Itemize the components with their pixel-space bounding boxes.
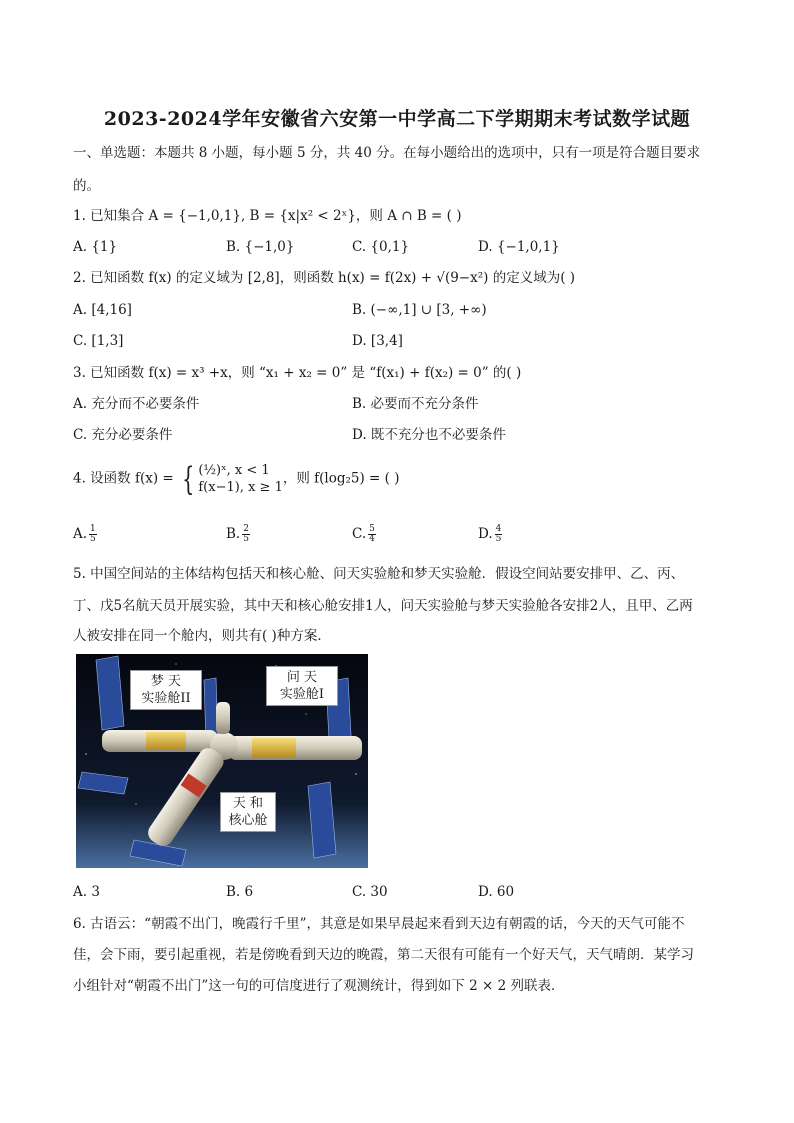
space-station-figure: [76, 654, 368, 868]
piecewise-cases: [198, 462, 282, 496]
question-2-stem: 2. 已知函数 f(x) 的定义域为 [2,8]，则函数 h(x) = f(2x) + √(9−x²) 的定义域为( ): [73, 270, 576, 286]
question-2-option-c: C. [1,3]: [73, 333, 124, 349]
mengtian-gold-band: [146, 732, 186, 750]
piecewise-case-2: f(x−1), x ≥ 1: [198, 480, 283, 495]
question-4-option-b: B. $\frac{2}{5}$: [226, 524, 249, 544]
fraction: $\frac{1}{5}$: [90, 524, 96, 544]
question-1-option-a: A. {1}: [73, 239, 118, 255]
question-4-option-d: D. $\frac{4}{5}$: [478, 524, 502, 544]
question-5-option-b: B. 6: [226, 884, 254, 900]
section-instructions-line1: 一、单选题：本题共 8 小题，每小题 5 分，共 40 分。在每小题给出的选项中，只有一项是符合题目要求: [73, 145, 701, 161]
question-1-option-c: C. {0,1}: [352, 239, 410, 255]
question-5-line2: 丁、戊5名航天员开展实验，其中天和核心舱安排1人，问天实验舱与梦天实验舱各安排2人，且甲、乙两: [73, 598, 693, 614]
question-5-option-d: D. 60: [478, 884, 515, 900]
question-4-prefix: 4. 设函数 f(x) =: [73, 470, 179, 487]
question-3-option-a: A. 充分而不必要条件: [73, 396, 200, 412]
question-2-option-b: B. (−∞,1] ∪ [3, +∞): [352, 302, 487, 318]
question-6-line2: 佳，会下雨，要引起重视，若是傍晚看到天边的晚霞，第二天很有可能有一个好天气，天气晴朗．某学习: [73, 947, 694, 963]
fraction: $\frac{2}{5}$: [243, 524, 249, 544]
top-docking-port: [216, 702, 230, 734]
question-6-line1: 6. 古语云：“朝霞不出门，晚霞行千里”，其意是如果早晨起来看到天边有朝霞的话，今天的天气可能不: [73, 916, 685, 932]
question-4-option-c: C. $\frac{5}{4}$: [352, 524, 375, 544]
question-6-line3: 小组针对“朝霞不出门”这一句的可信度进行了观测统计，得到如下 2 × 2 列联表．: [73, 978, 565, 994]
wentian-label: 问 天 实验舱I: [266, 666, 338, 706]
question-5-line3: 人被安排在同一个舱内，则共有( )种方案．: [73, 628, 331, 644]
question-4-suffix: ，则 f(log₂5) = ( ): [282, 470, 400, 487]
wentian-gold-band: [252, 738, 296, 758]
question-5-line1: 5. 中国空间站的主体结构包括天和核心舱、问天实验舱和梦天实验舱．假设空间站要安排甲、乙、丙、: [73, 566, 685, 582]
question-5-option-a: A. 3: [73, 884, 100, 900]
fraction: $\frac{5}{4}$: [369, 524, 375, 544]
question-2-option-a: A. [4,16]: [73, 302, 132, 318]
question-4-stem: [73, 462, 400, 496]
question-1-stem: 1. 已知集合 A = {−1,0,1}, B = {x|x² < 2ˣ}，则 A ∩ B = ( ): [73, 208, 462, 224]
tianhe-label: 天 和 核心舱: [220, 792, 276, 832]
fraction: $\frac{4}{5}$: [495, 524, 502, 544]
section-instructions-line2: 的。: [73, 178, 100, 194]
mengtian-label: 梦 天 实验舱II: [130, 670, 202, 710]
question-3-option-d: D. 既不充分也不必要条件: [352, 427, 506, 443]
question-3-option-c: C. 充分必要条件: [73, 427, 173, 443]
question-1-option-d: D. {−1,0,1}: [478, 239, 560, 255]
question-1-option-b: B. {−1,0}: [226, 239, 295, 255]
page-title: 2023-2024学年安徽省六安第一中学高二下学期期末考试数学试题: [103, 108, 691, 130]
question-3-option-b: B. 必要而不充分条件: [352, 396, 479, 412]
piecewise-case-1: (½)ˣ, x < 1: [198, 463, 270, 478]
piecewise-brace: {: [182, 460, 195, 498]
question-3-stem: 3. 已知函数 f(x) = x³ +x，则 “x₁ + x₂ = 0” 是 “f(x₁) + f(x₂) = 0” 的( ): [73, 365, 522, 381]
question-2-option-d: D. [3,4]: [352, 333, 403, 349]
question-4-option-a: A. $\frac{1}{5}$: [73, 524, 96, 544]
question-5-option-c: C. 30: [352, 884, 388, 900]
